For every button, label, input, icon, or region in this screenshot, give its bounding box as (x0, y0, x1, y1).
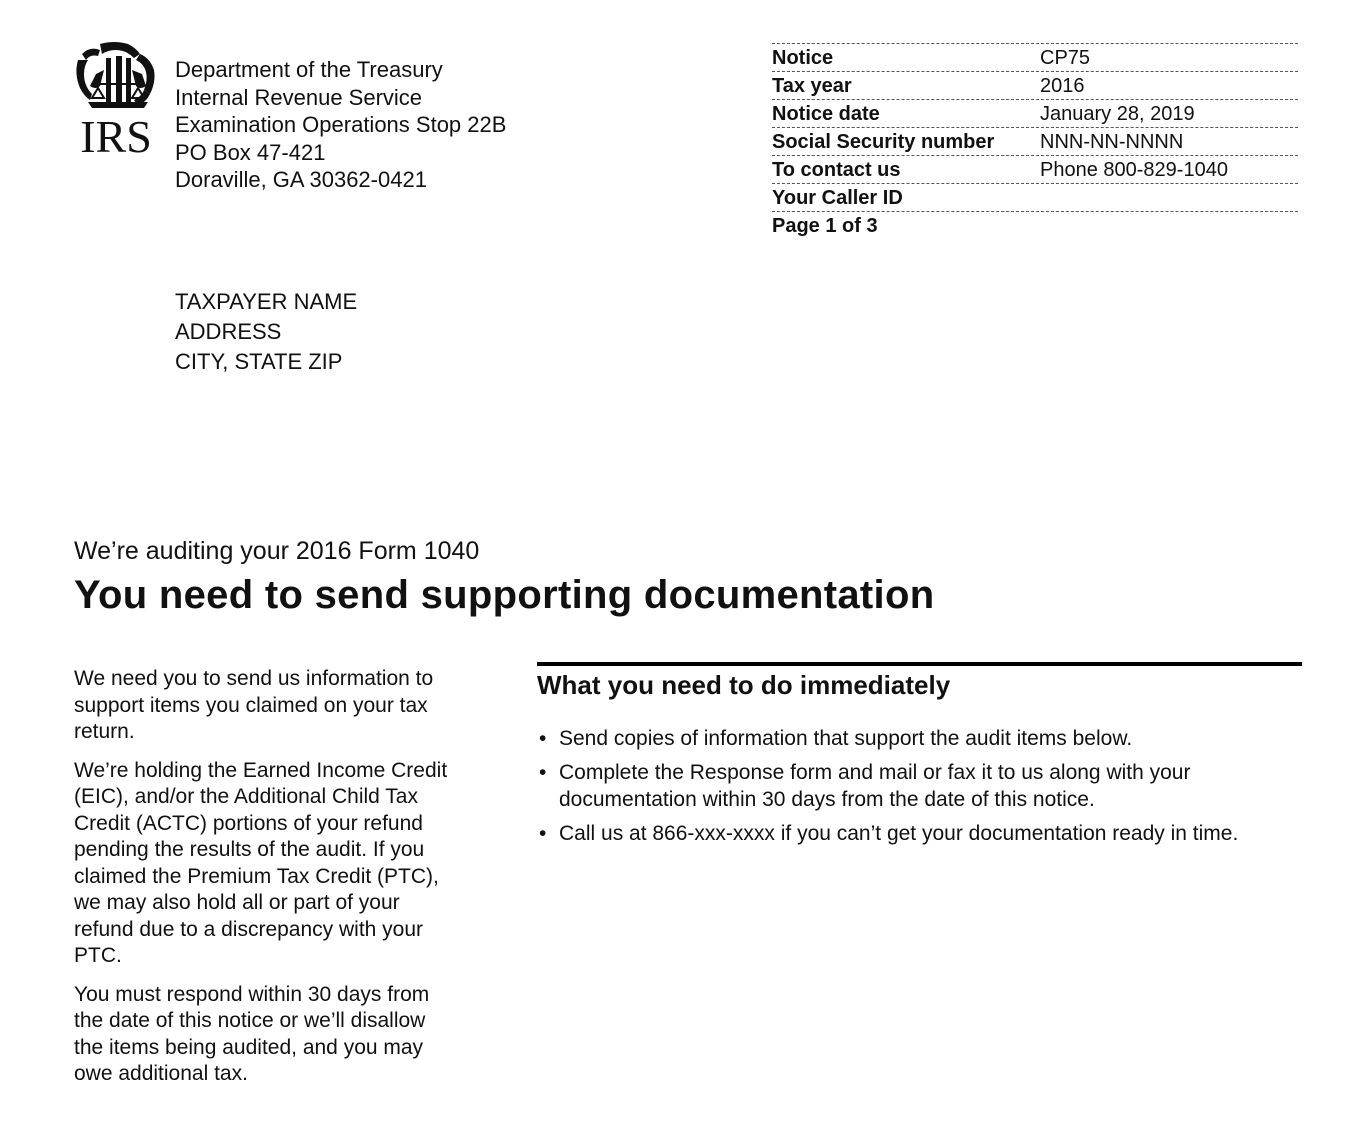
contact-row (772, 156, 1298, 184)
sender-line: Internal Revenue Service (175, 84, 423, 110)
sender-line: Department of the Treasury (175, 57, 443, 82)
irs-logo-text: IRS (80, 111, 152, 160)
bullet-icon: • (539, 822, 547, 845)
sender-line: Examination Operations Stop 22B (175, 112, 507, 137)
irs-eagle-logo-icon (70, 40, 162, 160)
recipient-line: CITY, STATE ZIP (175, 349, 343, 374)
sender-line: PO Box 47-421 (175, 139, 326, 165)
notice-date-row (772, 100, 1298, 128)
notice-info-table (772, 43, 1298, 239)
action-title: What you need to do immediately (537, 670, 951, 700)
notice-row (772, 44, 1298, 72)
explanation-column (74, 666, 454, 1100)
action-item-text: Call us at 866-xxx-xxxx if you can’t get your documentation ready in time. (559, 822, 1239, 845)
notice-label: Notice (772, 46, 834, 69)
page-number-row (772, 212, 1298, 239)
action-list (537, 725, 1302, 847)
tax-year-label: Tax year (772, 74, 852, 97)
action-item-text: Complete the Response form and mail or fax it to us along with your documentation within 30 days from the date of this notice. (559, 761, 1191, 811)
notice-subheading: We’re auditing your 2016 Form 1040 (74, 537, 480, 565)
notice-date-value: January 28, 2019 (1040, 102, 1195, 125)
action-section (537, 662, 1302, 854)
action-item (537, 820, 1302, 847)
explanation-paragraph: We’re holding the Earned Income Credit (EIC), and/or the Additional Child Tax Credit (ACTC) portions of your refund pending the results of the audit. If you claimed the Premium Tax Credit (PTC), we may also hold all or part of your refund due to a discrepancy with your PTC. (74, 758, 448, 967)
sender-line: Doraville, GA 30362-0421 (175, 167, 427, 192)
notice-value: CP75 (1040, 46, 1091, 69)
recipient-line: TAXPAYER NAME (175, 289, 358, 314)
action-item-text: Send copies of information that support the audit items below. (559, 727, 1133, 750)
explanation-paragraph: We need you to send us information to support items you claimed on your tax return. (74, 667, 434, 743)
ssn-value: NNN-NN-NNNN (1040, 130, 1184, 153)
ssn-row (772, 128, 1298, 156)
bullet-icon: • (539, 761, 547, 784)
bullet-icon: • (539, 727, 547, 750)
notice-date-label: Notice date (772, 102, 880, 125)
tax-year-row (772, 72, 1298, 100)
irs-logo (70, 40, 162, 160)
caller-id-row (772, 184, 1298, 212)
recipient-line: ADDRESS (175, 319, 282, 344)
caller-id-label: Your Caller ID (772, 186, 903, 209)
tax-year-value: 2016 (1040, 74, 1085, 97)
ssn-label: Social Security number (772, 130, 995, 153)
page-number-label: Page 1 of 3 (772, 214, 878, 237)
contact-label: To contact us (772, 158, 901, 181)
notice-heading: You need to send supporting documentation (74, 573, 935, 617)
recipient-address (175, 287, 357, 377)
action-item (537, 725, 1302, 752)
explanation-paragraph: You must respond within 30 days from the date of this notice or we’ll disallow the items being audited, and you may owe additional tax. (74, 982, 430, 1085)
action-item (537, 759, 1302, 813)
contact-value: Phone 800-829-1040 (1040, 158, 1228, 181)
sender-address (175, 56, 506, 194)
